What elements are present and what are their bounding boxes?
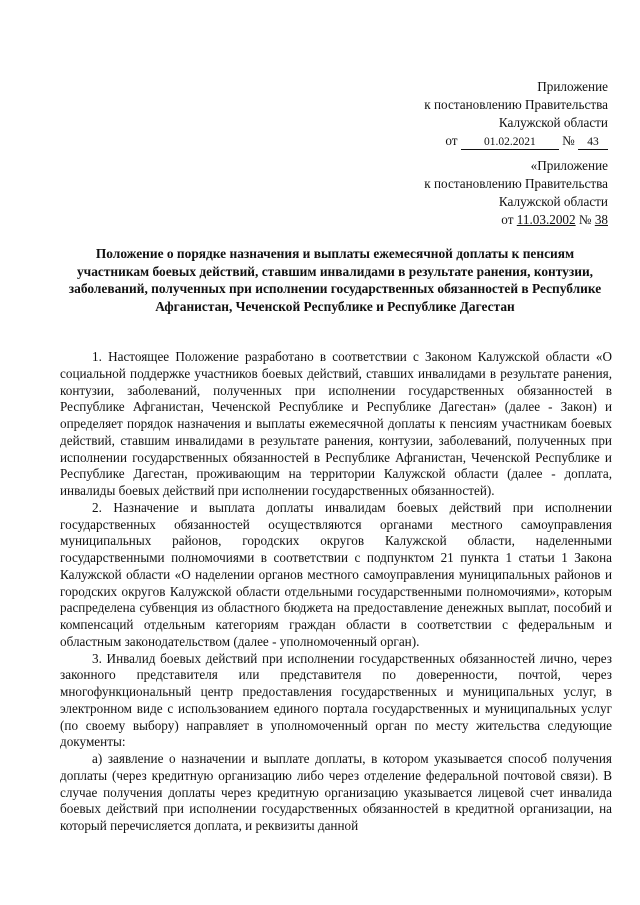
region-label: Калужской области [498,115,608,130]
date-number-line [424,132,608,150]
paragraph-3a: а) заявление о назначении и выплате доплаты, в котором указывается способ получения доплаты (через кредитную организацию либо через отделение федеральной почтовой связи). В случае получения доплаты через кредитную организацию указывается лицевой счет инвалида боевых действий при исполнении государственных обязанностей в кредитной организации, на который перечисляется доплата, и реквизиты данной [60,751,612,833]
resolution-number: 38 [594,212,608,227]
resolution-date: 11.03.2002 [516,212,576,227]
from-label: от [501,212,514,227]
paragraph-1: 1. Настоящее Положение разработано в соответствии с Законом Калужской области «О социальной поддержке участников боевых действий, ставших инвалидами в результате ранения, контузии, заболеваний, полученных при исполнении государственных обязанностей в Республике Афганистан, Чеченской Республике и Республике Дагестан» (далее - Закон) и определяет порядок назначения и выплаты ежемесячной доплаты к пенсиям участникам боевых действий, ставшим инвалидами в результате ранения, контузии, заболеваний, полученных при исполнении государственных обязанностей в Республике Афганистан, Чеченской Республике и Республике Дагестан, проживающим на территории Калужской области (далее - доплата, инвалиды боевых действий при исполнении государственных обязанностей). [60,349,612,498]
date-number-line [424,211,608,229]
number-label: № [562,133,575,148]
regulation-title: Положение о порядке назначения и выплаты ежемесячной доплаты к пенсиям участникам боевых действий, ставшим инвалидами в результате ранения, контузии, заболеваний, полученных при исполнении государственных обязанностей в Республике Афганистан, Чеченской Республике и Республике Дагестан [68,246,602,314]
resolution-date: 01.02.2021 [461,135,559,150]
region-label: Калужской области [498,194,608,209]
number-label: № [578,212,592,227]
resolution-number: 43 [578,135,608,150]
original-appendix-header [424,157,608,229]
resolution-label: к постановлению Правительства [424,176,608,191]
paragraph-3: 3. Инвалид боевых действий при исполнении государственных обязанностей лично, через законного представителя или представителя по доверенности, почтой, через многофункциональный центр предоставления государственных и муниципальных услуг, в электронном виде с использованием единого портала государственных и муниципальных услуг (по своему выбору) направляет в уполномоченный орган по месту жительства следующие документы: [60,650,612,750]
appendix-header [424,78,608,150]
resolution-label: к постановлению Правительства [424,97,608,112]
from-label: от [445,133,458,148]
paragraph-2: 2. Назначение и выплата доплаты инвалидам боевых действий при исполнении государственных обязанностей осуществляются органами местного самоуправления муниципальных районов, городских округов Калужской области, наделенными государственными полномочиями в соответствии с подпунктом 21 пункта 1 статьи 1 Закона Калужской области «О наделении органов местного самоуправления муниципальных районов и городских округов Калужской области отдельными государственными полномочиями», которым распределена субвенция из областного бюджета на предоставление денежных выплат, пособий и компенсаций отдельным категориям граждан области в соответствии с федеральным и областным законодательством (далее - уполномоченный орган). [60,499,612,649]
appendix-label: Приложение [537,79,608,94]
appendix-label: «Приложение [530,158,608,173]
regulation-body [60,349,612,835]
